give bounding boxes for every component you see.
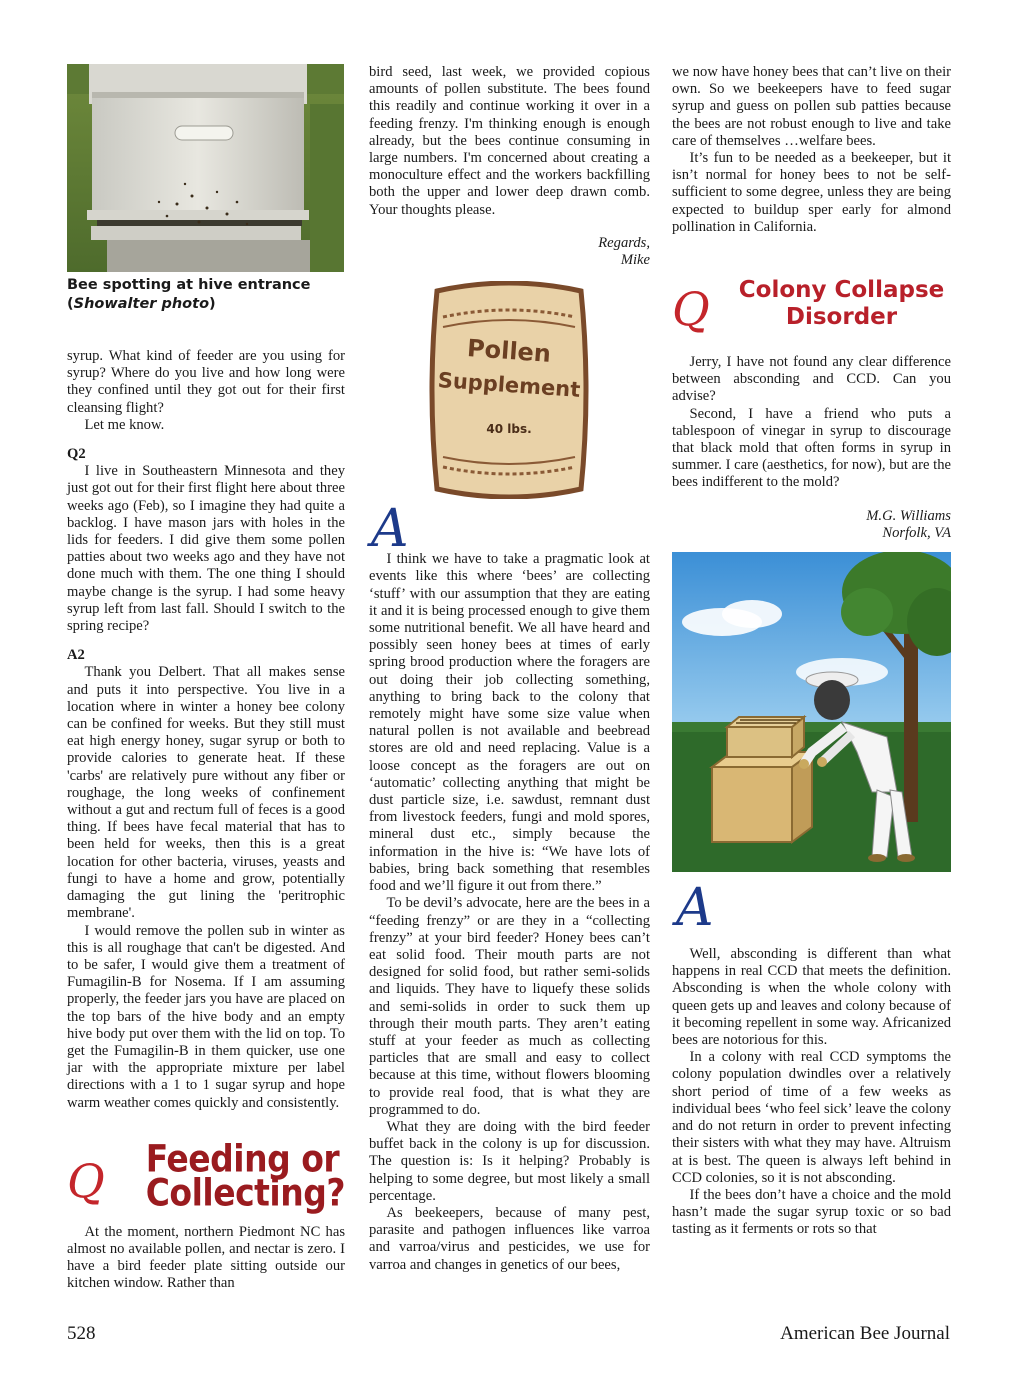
answer-mark-a: A <box>371 499 409 560</box>
paragraph: bird seed, last week, we provided copious amounts of pollen substitute. The bees found this readily and continue working it over in a feeding frenzy. I'm thinking enough is enough already, but the bees continue consuming in large numbers. I'm concerned about creating a monoculture effect and the workers backfilling both the upper and lower deep drawn comb. Your thoughts please. <box>369 64 650 218</box>
paragraph: we now have honey bees that can’t live on their own. So we beekeepers have to feed sugar syrup and guess on pollen sub patties because the bees are not robust enough to live and take care of themselves …welfare bees. <box>672 64 951 149</box>
column-3 <box>672 64 951 1239</box>
pollen-supplement-bag-illustration <box>429 281 589 499</box>
hive-entrance-photo <box>67 64 344 272</box>
section-title: Disorder <box>785 304 898 331</box>
paragraph: If the bees don’t have a choice and the mold hasn’t made the sugar syrup toxic or so bad tasting as it ferments or rots so that <box>672 1186 951 1238</box>
paragraph: At the moment, northern Piedmont NC has almost no available pollen, and nectar is zero. I have a bird feeder plate sitting outside our kitchen window. Rather than <box>67 1223 345 1292</box>
paragraph: syrup. What kind of feeder are you using for syrup? Where do you live and how long were they confined until they got out for their first cleansing flight? <box>67 348 345 416</box>
section-title: Feeding or <box>145 1136 340 1181</box>
signature: M.G. Williams <box>866 507 951 524</box>
paragraph: Jerry, I have not found any clear difference between absconding and CCD. Can you advise? <box>672 354 951 405</box>
answer-mark-a: A <box>676 878 714 939</box>
paragraph: I would remove the pollen sub in winter as this is all roughage that can't be digested. And to be safer, I would give them a treatment of Fumagilin-B for Nosema. If I am assuming properly, the feeder jars you have are placed on the top bars of the hive body and an empty hive body put over them with the lid on top. To get the Fumagilin-B in them quicker, use one jar with the appropriate mixture per label directions with a 1 to 1 sugar syrup and hope warm weather comes quickly and consistently. <box>67 922 345 1111</box>
paragraph: What they are doing with the bird feeder buffet back in the colony is up for discussion. The question is: Is it helping? Probably is helping to some degree, but most likely a small percentage. <box>369 1118 650 1204</box>
paragraph: I live in Southeastern Minnesota and they just got out for their first flight here about three weeks ago (Feb), so I imagine they had quite a backlog. I have mason jars with holes in the lids for feeders. I did give them some pollen patties about two weeks ago and they have not done much with them. The one thing I should maybe change is the syrup. I had some heavy syrup left from last fall. Should I switch to the spring recipe? <box>67 463 345 635</box>
beekeeper-inspecting-hive-illustration <box>672 552 951 872</box>
page-number: 528 <box>67 1323 96 1344</box>
bag-label-line2: Supplement <box>437 368 582 403</box>
photo-caption: Bee spotting at hive entrance (Showalter photo) <box>67 277 311 312</box>
signature: Norfolk, VA <box>882 524 951 541</box>
signature: Mike <box>620 252 650 269</box>
column-2 <box>369 64 650 1274</box>
question-label: Q2 <box>67 446 86 463</box>
question-mark-q: Q <box>67 1153 105 1208</box>
paragraph: It’s fun to be needed as a beekeeper, but it isn’t normal for honey bees to not be self-sufficient to some degree, unless they are being expected to buildup sper early for almond pollination in California. <box>672 150 951 235</box>
paragraph: Let me know. <box>84 416 165 433</box>
bag-label-line1: Pollen <box>466 334 552 369</box>
paragraph: Well, absconding is different than what happens in real CCD that meets the definition. Absconding is when the whole colony with queen gets up and leaves and colony because of it becoming repellent in some way. Africanized bees are notorious for this. <box>672 946 951 1049</box>
paragraph: As beekeepers, because of many pest, parasite and pathogen influences like varroa and varroa/virus and pesticides, we use for varroa and changes in genetics of our bees, <box>369 1204 650 1273</box>
answer-label: A2 <box>67 647 85 664</box>
section-title: Collecting? <box>145 1170 345 1215</box>
journal-name: American Bee Journal <box>780 1323 950 1344</box>
paragraph: Second, I have a friend who puts a tablespoon of vinegar in syrup to discourage that black mold that often forms in syrup in summer. I care (aesthetics, for now), but are the bees indifferent to the mold? <box>672 405 951 491</box>
signature: Regards, <box>598 234 650 251</box>
section-title: Colony Collapse <box>738 277 945 304</box>
paragraph: In a colony with real CCD symptoms the colony population dwindles over a relatively short period of time of a few weeks as individual bees ‘who feel sick’ leave the colony and do not return in order to prevent infecting their sisters with what they may have. Altruism at is best. The queen is always left behind in CCD colonies, so it is not absconding. <box>672 1049 951 1186</box>
paragraph: I think we have to take a pragmatic look at events like this where ‘bees’ are collecting ‘stuff’ with our assumption that they are eating it and it is being processed enough to give them some nutritional benefit. We all have heard and possibly seen honey bees at times of early spring brood production where the foragers are out doing their job collecting something, anything to bring back to the colony that remotely might have some size value when natural pollen is not available and beebread stores are old and need replacing. Value is a loose concept as the foragers are out on ‘automatic’ collecting anything that might be dust particle size, i.e. sawdust, remnant dust from livestock feeders, fungi and mold spores, mineral dust etc., simply because the information in the hive is: “We have lots of babies, bring back something that resembles food and we’ll figure it out from there.” <box>369 551 650 895</box>
ccd-header <box>672 276 951 337</box>
paragraph: Thank you Delbert. That all makes sense and puts it into perspective. You live in a location where in winter a honey bee colony can be confined for weeks. But they still must eat high energy honey, sugar syrup or both to provide calories to generate heat. If these 'carbs' are relatively pure without any fiber or roughage, the long weeks of confinement without a gut and rectum full of feces is a good thing. If bees have fecal material that has to been held for weeks, then this is a great location for other bacteria, viruses, yeasts and fungi to have a home and grow, potentially damaging the gut lining the 'peritrophic membrane'. <box>67 664 345 922</box>
column-1 <box>67 64 345 1293</box>
paragraph: To be devil’s advocate, here are the bees in a “feeding frenzy” or are they in a “collecting frenzy” at your bird feeder? Honey bees can’t eat solid food. Their mouth parts are not designed for solid food, but rather semi-solids and liquids. They have to liquefy these solids and semi-solids in order to suck them up through their mouth parts. They aren’t eating stuff at your feeder as much as collecting particles that are small and easy to collect because at this time, without flowers blooming to provide real food, that is what they are programmed to do. <box>369 895 650 1118</box>
bag-weight: 40 lbs. <box>486 422 532 437</box>
feeding-collecting-header <box>67 1136 345 1215</box>
question-mark-q: Q <box>672 282 710 337</box>
